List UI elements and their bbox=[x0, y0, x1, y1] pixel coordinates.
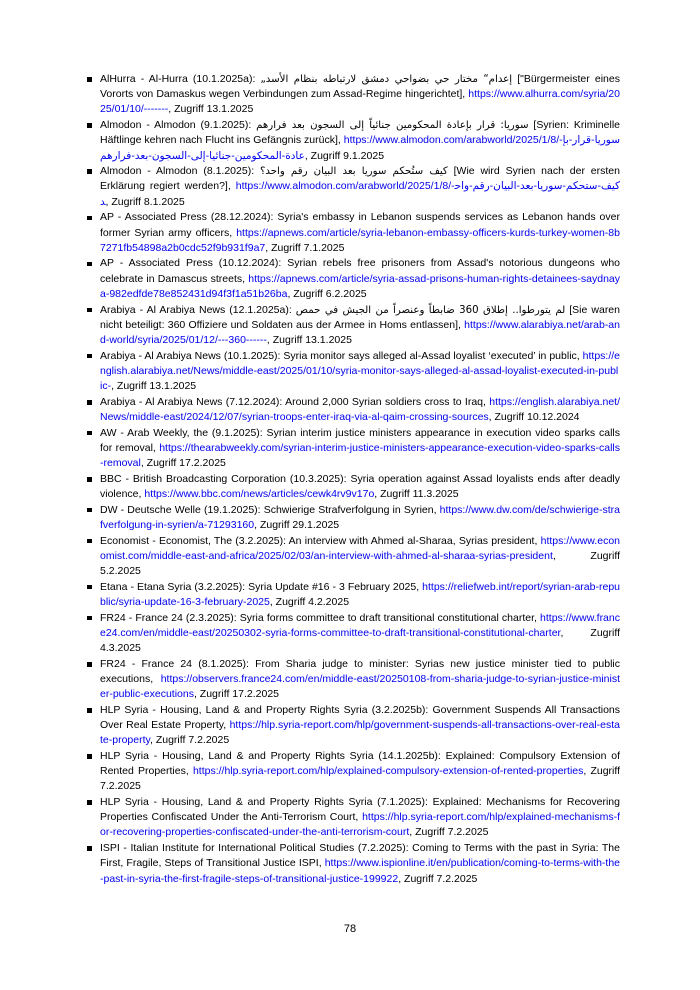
bullet-square-icon bbox=[87, 754, 92, 759]
bullet-square-icon bbox=[87, 800, 92, 805]
reference-text: Almodon - Almodon (8.1.2025): كيف ستُحكم سوريا بعد البيان رقم واحد؟ [Wie wird Syrien nach der ersten Erklärung regiert werden?], https://www.almodon.com/arabworld/2025/1/8/-كيف-ستحكم-سوريا-بعد-البيان-رقم-واحد, Zugriff 8.1.2025 bbox=[100, 165, 620, 208]
reference-text: HLP Syria - Housing, Land & and Property Rights Syria (7.1.2025): Explained: Mechanisms for Recovering Properties Confiscated Under the Anti-Terrorism Court, https://hlp.syria-report.com/hlp/explained-mechanisms-for-recovering-properties-confiscated-under-the-anti-terrorism-court, Zugriff 7.2.2025 bbox=[100, 796, 620, 839]
reference-text: Arabiya - Al Arabiya News (10.1.2025): Syria monitor says alleged al-Assad loyalist ‘executed’ in public, https://english.alarabiya.net/News/middle-east/2025/01/10/syria-monitor-says-alleged-al-assad-loyalist-executed-in-public-, Zugriff 13.1.2025 bbox=[100, 349, 620, 393]
arabic-title-text: „إعدام“ مختار حي بضواحي دمشق لارتباطه بنظام الأسد bbox=[260, 74, 513, 85]
reference-link[interactable]: https://english.alarabiya.net/News/middle-east/2025/01/10/syria-monitor-says-alleged-al-assad-loyalist-executed-in-public- bbox=[100, 349, 620, 393]
reference-link[interactable]: https://www.france24.com/en/middle-east/20250302-syria-forms-committee-to-draft-transitional-constitutional-charter bbox=[100, 611, 620, 639]
reference-link[interactable]: https://www.dw.com/de/schwierige-strafverfolgung-in-syrien/a-71293160 bbox=[100, 503, 620, 531]
reference-text: Etana - Etana Syria (3.2.2025): Syria Update #16 - 3 February 2025, https://reliefweb.int/report/syrian-arab-republic/syria-update-16-3-february-2025, Zugriff 4.2.2025 bbox=[100, 580, 620, 608]
reference-entry bbox=[86, 303, 620, 349]
reference-text: AP - Associated Press (28.12.2024): Syria's embassy in Lebanon suspends services as Lebanon hands over former Syrian army officers, https://apnews.com/article/syria-lebanon-embassy-officers-kurds-turkey-women-8b7271fb54898a2b0cdc52f9b931f9a7, Zugriff 7.1.2025 bbox=[100, 211, 620, 254]
reference-entry bbox=[86, 534, 620, 580]
reference-entry bbox=[86, 749, 620, 795]
reference-entry bbox=[86, 426, 620, 472]
reference-text: Economist - Economist, The (3.2.2025): An interview with Ahmed al-Sharaa, Syrias president, https://www.economist.com/middle-east-and-africa/2025/02/03/an-interview-with-ahmed-al-sharaa-syrias-president, Zugriff 5.2.2025 bbox=[100, 534, 620, 577]
bullet-square-icon bbox=[87, 354, 92, 359]
reference-text: ISPI - Italian Institute for International Political Studies (7.2.2025): Coming to Terms with the past in Syria: The First, Fragile, Steps of Transitional Justice ISPI, https://www.ispionline.it/en/publication/coming-to-terms-with-the-past-in-syria-the-first-fragile-steps-of-transitional-justice-199922, Zugriff 7.2.2025 bbox=[100, 842, 620, 885]
reference-link[interactable]: https://english.alarabiya.net/News/middle-east/2024/12/07/syrian-troops-enter-iraq-via-al-qaim-crossing-sources bbox=[100, 395, 620, 423]
bullet-square-icon bbox=[87, 508, 92, 513]
reference-text: Arabiya - Al Arabiya News (7.12.2024): Around 2,000 Syrian soldiers cross to Iraq, https://english.alarabiya.net/News/middle-east/2024/12/07/syrian-troops-enter-iraq-via-al-qaim-crossing-sources, Zugriff 10.12.2024 bbox=[100, 395, 620, 423]
bullet-square-icon bbox=[87, 123, 92, 128]
arabic-title-text: كيف ستُحكم سوريا بعد البيان رقم واحد؟ bbox=[259, 166, 448, 178]
reference-text: AP - Associated Press (10.12.2024): Syrian rebels free prisoners from Assad's notorious dungeons who celebrate in Damascus streets, https://apnews.com/article/syria-assad-prisons-human-rights-detainees-saydnaya-982edfde78e852431d94f3f1a51b26ba, Zugriff 6.2.2025 bbox=[100, 257, 620, 300]
reference-link[interactable]: https://www.alhurra.com/syria/2025/01/10/------- bbox=[100, 88, 620, 116]
bullet-square-icon bbox=[87, 216, 92, 221]
bullet-square-icon bbox=[87, 308, 92, 313]
reference-text: AlHurra - Al-Hurra (10.1.2025a): „إعدام“ مختار حي بضواحي دمشق لارتباطه بنظام الأسد ["Bürgermeister eines Vororts von Damaskus wegen Verbindungen zum Assad-Regime hingerichtet], https://www.alhurra.com/syria/2025/01/10/-------, Zugriff 13.1.2025 bbox=[100, 73, 620, 116]
reference-entry bbox=[86, 703, 620, 749]
reference-text: DW - Deutsche Welle (19.1.2025): Schwierige Strafverfolgung in Syrien, https://www.dw.com/de/schwierige-strafverfolgung-in-syrien/a-71293160, Zugriff 29.1.2025 bbox=[100, 503, 620, 531]
reference-entry bbox=[86, 256, 620, 302]
bullet-square-icon bbox=[87, 539, 92, 544]
reference-entry bbox=[86, 164, 620, 210]
reference-entry bbox=[86, 395, 620, 425]
reference-text: Arabiya - Al Arabiya News (12.1.2025a): لم يتورطوا.. إطلاق 360 ضابطاً وعنصراً من الجيش في حمص [Sie waren nicht beteiligt: 360 Offiziere und Soldaten aus der Armee in Homs entlassen], https://www.alarabiya.net/arab-and-world/syria/2025/01/12/---360------, Zugriff 13.1.2025 bbox=[100, 303, 620, 346]
bullet-square-icon bbox=[87, 169, 92, 174]
reference-link[interactable]: https://apnews.com/article/syria-lebanon-embassy-officers-kurds-turkey-women-8b7271fb54898a2b0cdc52f9b931f9a7 bbox=[100, 226, 620, 254]
reference-link[interactable]: https://thearabweekly.com/syrian-interim-justice-ministers-appearance-execution-video-sparks-calls-removal bbox=[100, 441, 620, 470]
bullet-square-icon bbox=[87, 77, 92, 82]
reference-entry bbox=[86, 657, 620, 703]
reference-entry bbox=[86, 795, 620, 841]
reference-link[interactable]: https://hlp.syria-report.com/hlp/explained-mechanisms-for-recovering-properties-confiscated-under-the-anti-terrorism-court bbox=[100, 811, 620, 839]
reference-link[interactable]: https://hlp.syria-report.com/hlp/government-suspends-all-transactions-over-real-estate-property bbox=[100, 719, 620, 747]
reference-link[interactable]: https://apnews.com/article/syria-assad-prisons-human-rights-detainees-saydnaya-982edfde78e852431d94f3f1a51b26ba bbox=[100, 272, 620, 300]
bullet-square-icon bbox=[87, 708, 92, 713]
reference-link[interactable]: https://www.almodon.com/arabworld/2025/1/8/-سوريا-قرار-بإعادة-المحكومين-جنائيا-إلى-السجون-بعد-فرارهم bbox=[100, 134, 620, 162]
reference-text: FR24 - France 24 (8.1.2025): From Sharia judge to minister: Syrias new justice minister tied to public executions, https://observers.france24.com/en/middle-east/20250108-from-sharia-judge-to-syrian-justice-minister-public-executions, Zugriff 17.2.2025 bbox=[100, 657, 620, 701]
reference-link[interactable]: https://reliefweb.int/report/syrian-arab-republic/syria-update-16-3-february-2025 bbox=[100, 580, 620, 608]
reference-text: FR24 - France 24 (2.3.2025): Syria forms committee to draft transitional constitutional charter, https://www.france24.com/en/middle-east/20250302-syria-forms-committee-to-draft-transitional-constitutional-charter, Zugriff 4.3.2025 bbox=[100, 611, 620, 655]
reference-link[interactable]: https://www.economist.com/middle-east-and-africa/2025/02/03/an-interview-with-ahmed-al-sharaa-syrias-president bbox=[100, 534, 620, 562]
reference-text: AW - Arab Weekly, the (9.1.2025): Syrian interim justice ministers appearance in execution video sparks calls for removal, https://thearabweekly.com/syrian-interim-justice-ministers-appearance-execution-video-sparks-calls-removal, Zugriff 17.2.2025 bbox=[100, 426, 620, 470]
bullet-square-icon bbox=[87, 431, 92, 436]
bullet-square-icon bbox=[87, 846, 92, 851]
reference-entry bbox=[86, 118, 620, 164]
reference-list bbox=[86, 72, 620, 887]
bullet-square-icon bbox=[87, 662, 92, 667]
reference-text: BBC - British Broadcasting Corporation (10.3.2025): Syria operation against Assad loyalists ends after deadly violence, https://www.bbc.com/news/articles/cewk4rv9v17o, Zugriff 11.3.2025 bbox=[100, 472, 620, 500]
arabic-title-text: لم يتورطوا.. إطلاق 360 ضابطاً وعنصراً من الجيش في حمص bbox=[295, 304, 566, 316]
reference-text: HLP Syria - Housing, Land & and Property Rights Syria (3.2.2025b): Government Suspends All Transactions Over Real Estate Property, https://hlp.syria-report.com/hlp/government-suspends-all-transactions-over-real-estate-property, Zugriff 7.2.2025 bbox=[100, 703, 620, 747]
reference-entry bbox=[86, 841, 620, 887]
page-number: 78 bbox=[343, 923, 357, 935]
reference-entry bbox=[86, 611, 620, 657]
arabic-title-text: سوريا: قرار بإعادة المحكومين جنائياً إلى السجون بعد فرارهم bbox=[256, 120, 529, 132]
reference-entry bbox=[86, 503, 620, 533]
reference-text: HLP Syria - Housing, Land & and Property Rights Syria (14.1.2025b): Explained: Compulsory Extension of Rented Properties, https://hlp.syria-report.com/hlp/explained-compulsory-extension-of-rented-properties, Zugriff 7.2.2025 bbox=[100, 749, 621, 793]
reference-entry bbox=[86, 210, 620, 256]
bullet-square-icon bbox=[87, 400, 92, 405]
reference-entry bbox=[86, 349, 620, 395]
reference-link[interactable]: https://www.ispionline.it/en/publication/coming-to-terms-with-the-past-in-syria-the-first-fragile-steps-of-transitional-justice-199922 bbox=[100, 857, 620, 885]
bullet-square-icon bbox=[87, 262, 92, 267]
reference-entry bbox=[86, 472, 620, 502]
reference-link[interactable]: https://www.almodon.com/arabworld/2025/1/8/-كيف-ستحكم-سوريا-بعد-البيان-رقم-واحد bbox=[100, 180, 620, 208]
reference-link[interactable]: https://hlp.syria-report.com/hlp/explained-compulsory-extension-of-rented-properties bbox=[192, 765, 584, 778]
reference-entry bbox=[86, 580, 620, 610]
bullet-square-icon bbox=[87, 477, 92, 482]
reference-link[interactable]: https://observers.france24.com/en/middle-east/20250108-from-sharia-judge-to-syrian-justice-minister-public-executions bbox=[100, 672, 620, 701]
reference-entry bbox=[86, 72, 620, 118]
reference-text: Almodon - Almodon (9.1.2025): سوريا: قرار بإعادة المحكومين جنائياً إلى السجون بعد فرارهم [Syrien: Kriminelle Häftlinge kehren nach Flucht ins Gefängnis zurück], https://www.almodon.com/arabworld/2025/1/8/-سوريا-قرار-بإعادة-المحكومين-جنائيا-إلى-السجون-بعد-فرارهم, Zugriff 9.1.2025 bbox=[100, 119, 620, 162]
bullet-square-icon bbox=[87, 616, 92, 621]
bullet-square-icon bbox=[87, 585, 92, 590]
reference-link[interactable]: https://www.alarabiya.net/arab-and-world/syria/2025/01/12/---360------ bbox=[100, 318, 620, 346]
reference-link[interactable]: https://www.bbc.com/news/articles/cewk4rv9v17o bbox=[144, 487, 375, 500]
